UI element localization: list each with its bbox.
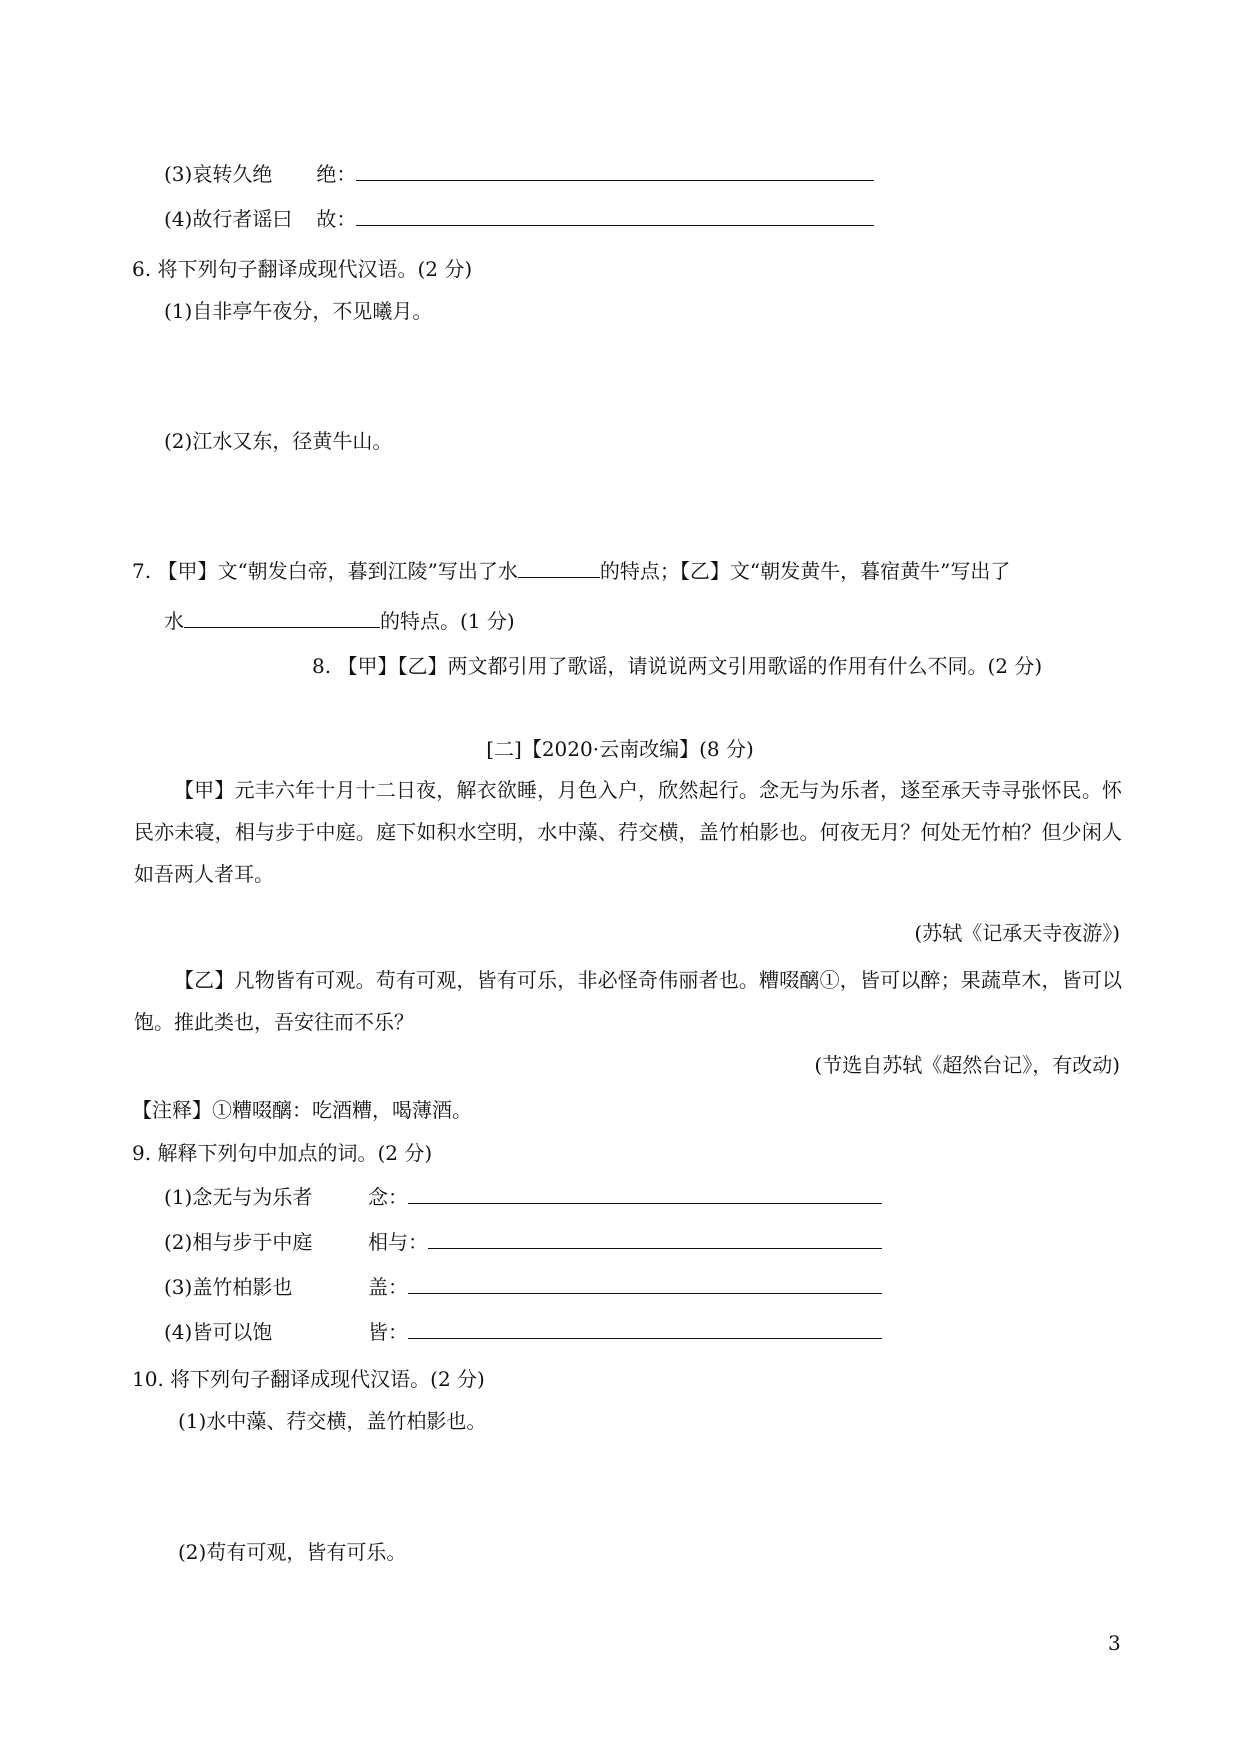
q7-line-2: 水 的特点。(1 分) [164, 609, 515, 633]
q9-item-2: (2)相与步于中庭 相与： [164, 1227, 882, 1257]
passage-jia: 【甲】元丰六年十月十二日夜，解衣欲睡，月色入户，欣然起行。念无与为乐者，遂至承天寺寻张怀民。怀民亦未寝，相与步于中庭。庭下如积水空明，水中藻、荇交横，盖竹柏影也。何夜无月？何处无竹柏？但少闲人如吾两人者耳。 [134, 778, 1122, 886]
q7-blank-1[interactable] [518, 559, 600, 578]
vocab-item-3 [164, 159, 874, 189]
vocab-key: 绝： [316, 162, 357, 186]
q6-sentence-2: (2)江水又东，径黄牛山。 [164, 429, 393, 453]
q10-sentence-1: (1)水中藻、荇交横，盖竹柏影也。 [178, 1409, 487, 1433]
q6-stem: 6. 将下列句子翻译成现代汉语。(2 分) [132, 257, 473, 281]
q6-sentence-1: (1)自非亭午夜分，不见曦月。 [164, 299, 433, 323]
answer-blank[interactable] [356, 207, 874, 226]
answer-blank[interactable] [408, 1320, 882, 1339]
q8-stem: 8. 【甲】【乙】两文都引用了歌谣，请说说两文引用歌谣的作用有什么不同。(2 分) [312, 654, 1043, 678]
q10-sentence-2: (2)苟有可观，皆有可乐。 [178, 1540, 407, 1564]
q9-stem: 9. 解释下列句中加点的词。(2 分) [132, 1141, 433, 1165]
vocab-label: (4)故行者谣曰 [164, 207, 293, 231]
passage-jia-source: (苏轼《记承天寺夜游》) [914, 921, 1120, 945]
q9-item-1: (1)念无与为乐者 念： [164, 1182, 882, 1212]
section-heading: [二]【2020·云南改编】(8 分) [486, 737, 754, 761]
answer-blank[interactable] [408, 1275, 882, 1294]
answer-blank[interactable] [356, 162, 874, 181]
passage-yi: 【乙】凡物皆有可观。苟有可观，皆有可乐，非必怪奇伟丽者也。糟啜醨①，皆可以醉；果蔬草木，皆可以饱。推此类也，吾安往而不乐？ [134, 968, 1122, 1034]
answer-blank[interactable] [428, 1230, 882, 1249]
q10-stem: 10. 将下列句子翻译成现代汉语。(2 分) [132, 1367, 485, 1391]
answer-blank[interactable] [408, 1185, 882, 1204]
passage-yi-source: (节选自苏轼《超然台记》，有改动) [814, 1053, 1120, 1077]
vocab-key: 故： [316, 207, 357, 231]
q7-blank-2[interactable] [184, 609, 380, 628]
annotation-note: 【注释】①糟啜醨：吃酒糟，喝薄酒。 [132, 1098, 472, 1122]
vocab-label: (3)哀转久绝 [164, 162, 273, 186]
q9-item-4: (4)皆可以饱 皆： [164, 1317, 882, 1347]
q9-item-3: (3)盖竹柏影也 盖： [164, 1272, 882, 1302]
vocab-item-4 [164, 204, 874, 234]
page-number: 3 [1108, 1631, 1121, 1655]
q7-line-1: 7. 【甲】文“朝发白帝，暮到江陵”写出了水 的特点；【乙】文“朝发黄牛，暮宿黄牛”写出了 [132, 559, 1011, 583]
